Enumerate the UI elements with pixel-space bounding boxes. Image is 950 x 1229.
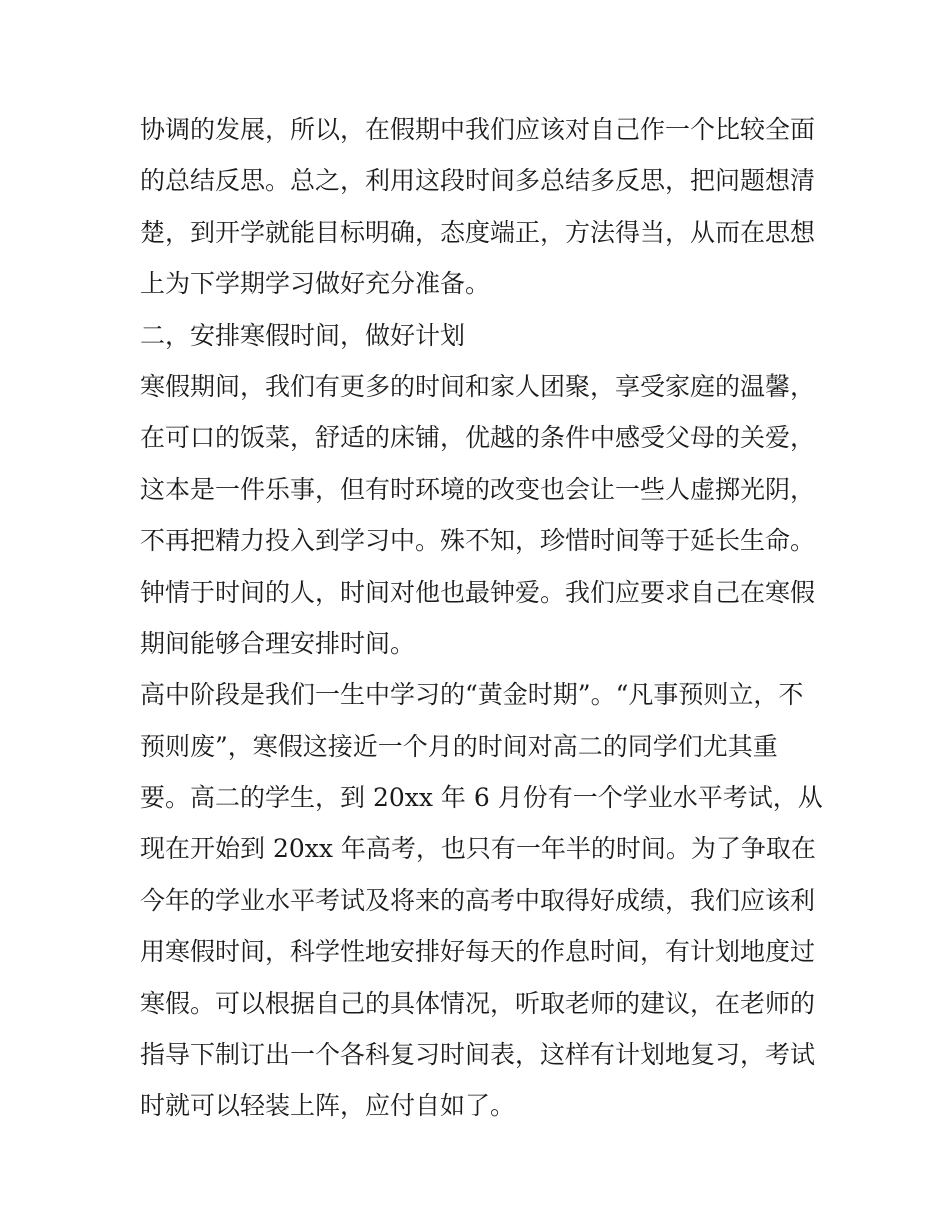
text-line: 寒假期间，我们有更多的时间和家人团聚，享受家庭的温馨， — [140, 371, 816, 401]
section-heading: 二，安排寒假时间，做好计划 — [140, 320, 466, 350]
text-line: 指导下制订出一个各科复习时间表，这样有计划地复习，考试 — [140, 1040, 816, 1070]
text-line: 期间能够合理安排时间。 — [140, 628, 416, 658]
document-body — [140, 104, 823, 1132]
text-line: 今年的学业水平考试及将来的高考中取得好成绩，我们应该利 — [140, 885, 816, 915]
text-line: 高中阶段是我们一生中学习的“黄金时期”。“凡事预则立，不 — [140, 680, 804, 710]
text-line: 上为下学期学习做好充分准备。 — [140, 269, 491, 299]
text-line: 现在开始到 20xx 年高考，也只有一年半的时间。为了争取在 — [140, 834, 816, 864]
text-line: 寒假。可以根据自己的具体情况，听取老师的建议，在老师的 — [140, 988, 816, 1018]
text-line: 的总结反思。总之，利用这段时间多总结多反思，把问题想清 — [140, 166, 816, 196]
text-line: 在可口的饭菜，舒适的床铺，优越的条件中感受父母的关爱， — [140, 423, 816, 453]
text-line: 楚，到开学就能目标明确，态度端正，方法得当，从而在思想 — [140, 217, 816, 247]
text-line: 不再把精力投入到学习中。殊不知，珍惜时间等于延长生命。 — [140, 526, 816, 556]
text-line: 钟情于时间的人，时间对他也最钟爱。我们应要求自己在寒假 — [140, 577, 816, 607]
text-line: 协调的发展，所以，在假期中我们应该对自己作一个比较全面 — [140, 115, 816, 144]
text-line: 这本是一件乐事，但有时环境的改变也会让一些人虚掷光阴， — [140, 474, 816, 504]
text-line: 时就可以轻装上阵，应付自如了。 — [140, 1091, 516, 1121]
text-line: 预则废”，寒假这接近一个月的时间对高二的同学们尤其重 — [140, 731, 778, 761]
text-line: 要。高二的学生，到 20xx 年 6 月份有一个学业水平考试，从 — [140, 783, 823, 813]
text-line: 用寒假时间，科学性地安排好每天的作息时间，有计划地度过 — [140, 937, 816, 967]
